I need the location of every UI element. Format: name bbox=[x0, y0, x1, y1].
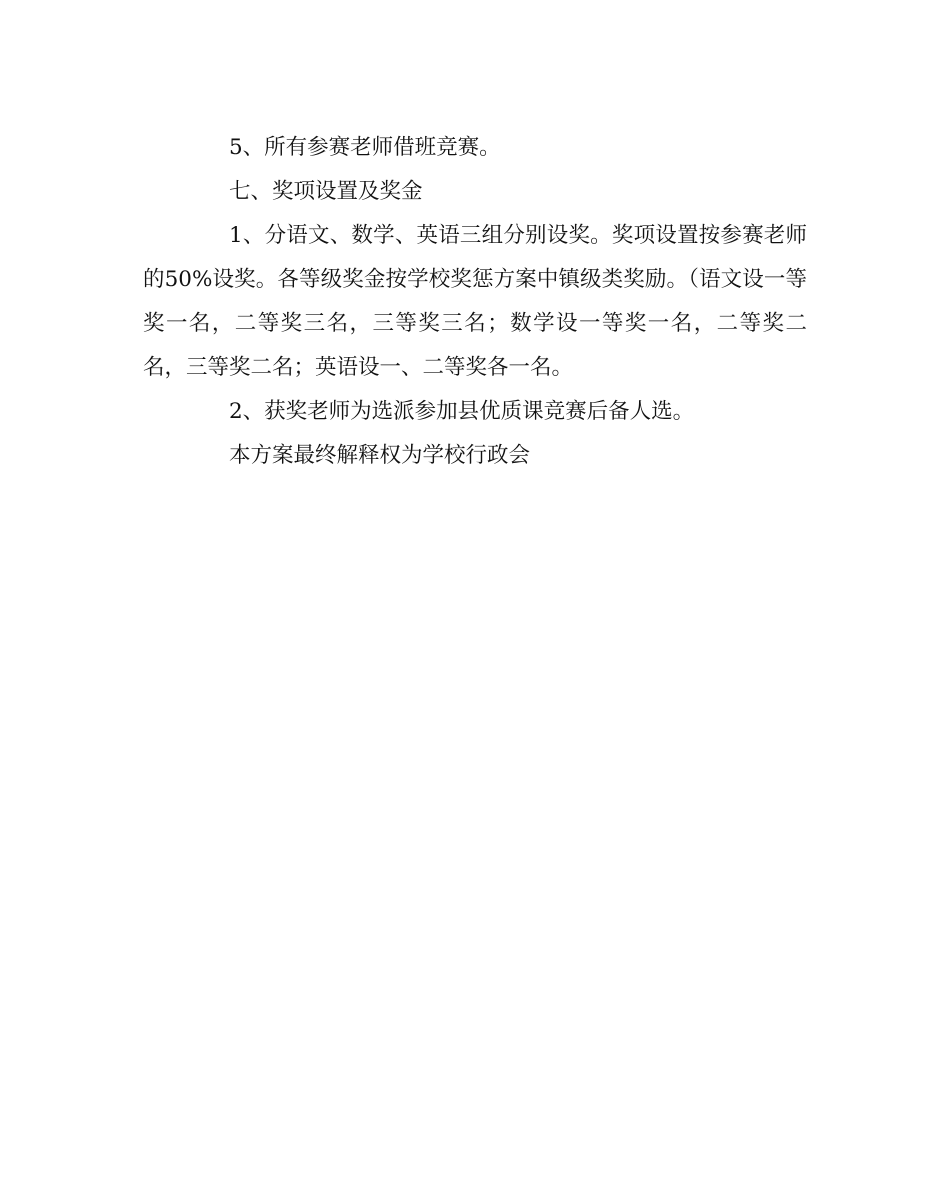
document-body bbox=[143, 126, 807, 478]
paragraph-interpretation: 本方案最终解释权为学校行政会 bbox=[229, 443, 531, 468]
paragraph-item-5: 5、所有参赛老师借班竞赛。 bbox=[229, 135, 501, 160]
section-heading-awards: 七、奖项设置及奖金 bbox=[229, 179, 423, 204]
paragraph-awards-rules: 1、分语文、数学、英语三组分别设奖。奖项设置按参赛老师的50%设奖。各等级奖金按学校奖惩方案中镇级类奖励。（语文设一等奖一名，二等奖三名，三等奖三名；数学设一等奖一名，二等奖二名，三等奖二名；英语设一、二等奖各一名。 bbox=[143, 223, 807, 380]
paragraph-winners-selection: 2、获奖老师为选派参加县优质课竞赛后备人选。 bbox=[229, 399, 695, 424]
